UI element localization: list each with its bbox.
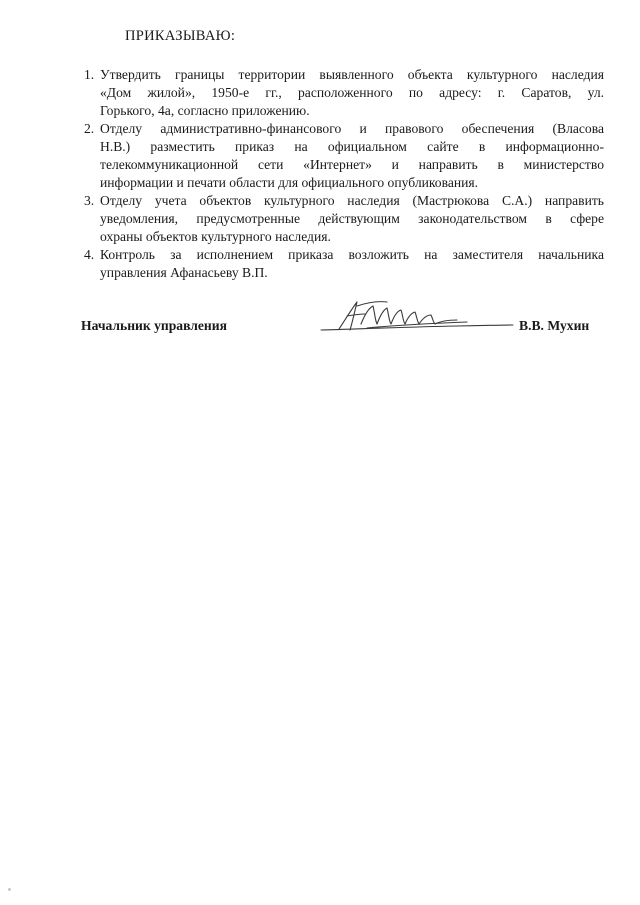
list-item bbox=[84, 246, 604, 282]
signature-block bbox=[81, 318, 601, 348]
item-text-line: охраны объектов культурного наследия. bbox=[100, 229, 331, 244]
item-text-line: «Дом жилой», 1950-е гг., расположенного по адресу: г. Саратов, ул. bbox=[100, 85, 604, 100]
item-number: 3. bbox=[84, 193, 95, 208]
order-heading: ПРИКАЗЫВАЮ: bbox=[125, 28, 236, 44]
item-text-line: Утвердить границы территории выявленного объекта культурного наследия bbox=[100, 67, 604, 82]
handwritten-signature bbox=[317, 296, 517, 336]
list-item bbox=[84, 192, 604, 246]
signatory-title: Начальник управления bbox=[81, 318, 227, 333]
item-number: 4. bbox=[84, 247, 95, 262]
item-text-line: Отделу административно-финансового и правового обеспечения (Власова bbox=[100, 121, 604, 136]
item-number: 2. bbox=[84, 121, 95, 136]
item-text-line: уведомления, предусмотренные действующим законодательством в сфере bbox=[100, 211, 604, 226]
list-item bbox=[84, 66, 604, 120]
item-text-line: информации и печати области для официального опубликования. bbox=[100, 175, 479, 190]
item-text-line: Контроль за исполнением приказа возложить на заместителя начальника bbox=[100, 247, 604, 262]
item-text-line: управления Афанасьеву В.П. bbox=[100, 265, 268, 280]
item-number: 1. bbox=[84, 67, 95, 82]
item-text-line: телекоммуникационной сети «Интернет» и направить в министерство bbox=[100, 157, 604, 172]
item-text-line: Горького, 4а, согласно приложению. bbox=[100, 103, 310, 118]
item-text-line: Отделу учета объектов культурного наследия (Мастрюкова С.А.) направить bbox=[100, 193, 604, 208]
signatory-name: В.В. Мухин bbox=[519, 318, 590, 333]
order-items-list bbox=[84, 66, 604, 282]
item-text-line: Н.В.) разместить приказ на официальном сайте в информационно- bbox=[100, 139, 604, 154]
list-item bbox=[84, 120, 604, 192]
scan-speck bbox=[8, 888, 11, 891]
